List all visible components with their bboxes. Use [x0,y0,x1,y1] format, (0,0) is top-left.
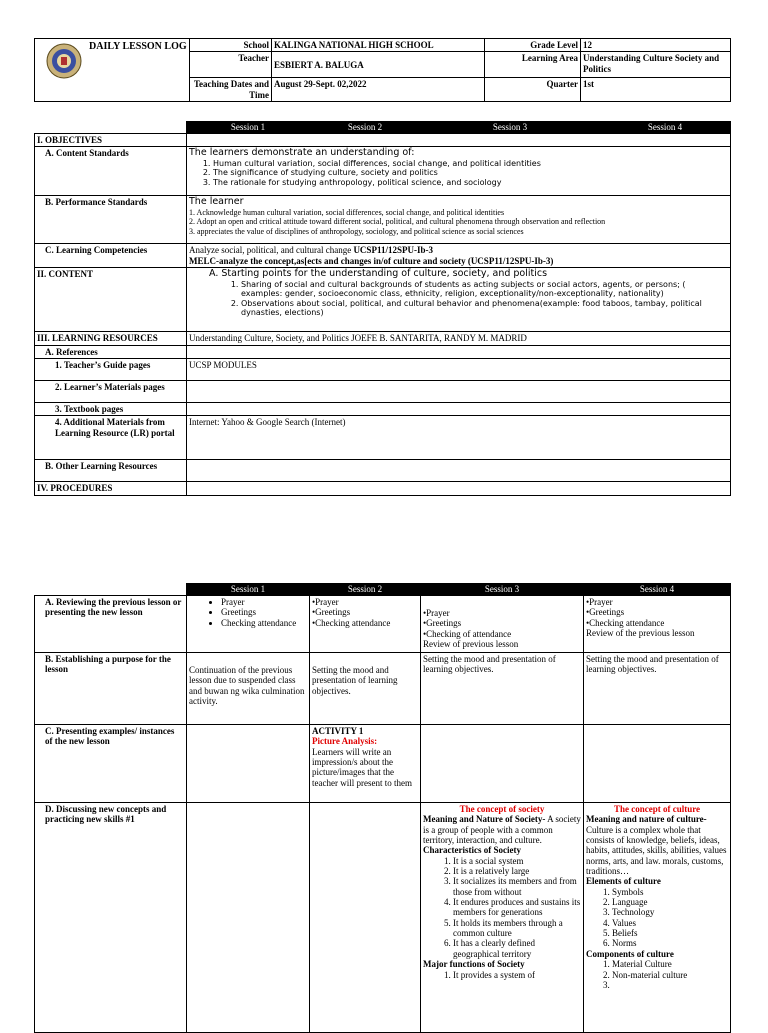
discussing-s4 [584,803,731,1033]
list-item: 2. Adopt an open and critical attitude toward different social, political, and cultural phenomena through observation and reflection [189,217,606,227]
list-item: 5. It holds its members through a common culture [453,918,581,939]
session-3-header: Session 3 [421,122,600,134]
content-standards-intro: The learners demonstrate an understanding of: [189,147,415,159]
session-1-header: Session 1 [187,122,310,134]
list-item: •Checking of attendance [423,628,512,639]
purpose-s1: Continuation of the previous lesson due to suspended class and buwan ng wika culmination activity. [187,653,310,725]
quarter-label: Quarter [485,78,581,102]
list-item: 4. It endures produces and sustains its members for generations [453,897,581,918]
activity-subtitle: Picture Analysis: [312,736,378,747]
society-characteristics-list [423,856,581,959]
objectives-table [34,121,731,496]
purpose-s2: Setting the mood and presentation of learning objectives. [310,653,421,725]
session-4-header: Session 4 [600,122,731,134]
reviewing-s2 [310,596,421,653]
presenting-examples-label: C. Presenting examples/ instances of the new lesson [35,725,187,803]
header-table [34,38,731,102]
session-2-header: Session 2 [310,584,421,596]
society-meaning-text: A society is a group of people with a common territory, interaction, and culture. [423,814,581,846]
list-item: 3. Technology [612,907,728,917]
society-meaning-heading: Meaning and Nature of Society- [423,814,546,825]
deped-seal-logo [46,43,82,79]
area-value: Understanding Culture Society and Politics [581,52,731,78]
content-standards-label: A. Content Standards [35,147,187,196]
list-item: 1. Human cultural variation, social differences, social change, and political identities [213,159,728,168]
list-item: 1. Sharing of social and cultural backgrounds of students as acting subjects or social actors, agents, or persons; ( examples: gender, socioeconomic class, ethnicity, religion, exceptionality/non-exceptionality, nationality) [241,280,728,298]
list-item: 4. Values [612,918,728,928]
society-functions-list [423,970,581,980]
session-header-row [35,122,731,134]
learning-competencies-label: C. Learning Competencies [35,244,187,268]
performance-intro: The learner [189,196,244,208]
header-logo-cell [35,39,190,102]
teacher-value: ESBIERT A. BALUGA [272,52,485,78]
session-3-header: Session 3 [421,584,584,596]
performance-standards-label: B. Performance Standards [35,196,187,244]
discussing-s3 [421,803,584,1033]
list-item: 1. Acknowledge human cultural variation, social differences, social change, and political identities [189,208,505,218]
reviewing-s4 [584,596,731,653]
list-item: •Prayer [312,597,339,607]
competency-code: UCSP11/12SPU-Ib-3 [353,245,433,256]
reviewing-s1 [187,596,310,653]
session-1-header: Session 1 [187,584,310,596]
content-standards-list [189,159,728,187]
list-item: Review of the previous lesson [586,628,695,639]
discussing-label: D. Discussing new concepts and practicing new skills #1 [35,803,187,1033]
list-item: • Greetings [221,607,307,617]
area-label: Learning Area [485,52,581,78]
culture-meaning-text: Culture is a complex whole that consists of knowledge, beliefs, ideas, habits, attitudes, skills, abilities, values norms, arts, and law. morals, customs, traditions… [586,824,727,877]
list-item: 6. Norms [612,938,728,948]
dates-value: August 29-Sept. 02,2022 [272,78,485,102]
list-item: • Checking attendance [221,618,307,628]
list-item: •Prayer [586,597,613,607]
culture-components-list [586,959,728,990]
school-label: School [190,39,272,52]
quarter-value: 1st [581,78,731,102]
society-functions-heading: Major functions of Society [423,959,525,970]
society-concept-title: The concept of society [459,804,545,814]
list-item: 1. It provides a system of [453,970,581,980]
list-item: 5. Beliefs [612,928,728,938]
textbook-label: 3. Textbook pages [35,403,187,416]
list-item: •Checking attendance [312,617,391,628]
list-item: 3. appreciates the value of disciplines of anthropology, sociology, and political science as social sciences [189,226,524,236]
teacher-label: Teacher [190,52,272,78]
learners-materials-label: 2. Learner’s Materials pages [35,381,187,403]
culture-elements-heading: Elements of culture [586,876,661,887]
list-item: •Greetings [312,607,351,618]
additional-materials-value: Internet: Yahoo & Google Search (Internet) [187,416,731,460]
list-item: 3. The rationale for studying anthropology, political science, and sociology [213,178,728,187]
melc-text: MELC-analyze the concept,as[ects and changes in/of culture and society (UCSP11/12SPU-Ib-3) [189,255,554,266]
session-2-header: Session 2 [310,122,421,134]
list-item: • Prayer [221,597,307,607]
purpose-s3: Setting the mood and presentation of learning objectives. [421,653,584,725]
additional-materials-label: 4. Additional Materials from Learning Resource (LR) portal [35,416,187,460]
list-item: 1. Material Culture [612,959,728,969]
activity-title: ACTIVITY 1 [312,726,364,736]
reviewing-label: A. Reviewing the previous lesson or presenting the new lesson [35,596,187,653]
content-list [189,280,728,317]
list-item: •Checking attendance [586,617,665,628]
list-item: Review of previous lesson [423,639,519,650]
list-item: 6. It has a clearly defined geographical territory [453,938,581,959]
list-item: •Greetings [423,618,462,629]
list-item: 3. It socializes its members and from those from without [453,876,581,897]
content-standards-cell [187,147,731,196]
content-cell [187,268,731,332]
culture-elements-list [586,887,728,949]
list-item: 1. Symbols [612,887,728,897]
other-resources-label: B. Other Learning Resources [35,460,187,482]
learning-resources-value: Understanding Culture, Society, and Politics JOEFE B. SANTARITA, RANDY M. MADRID [187,332,731,345]
learning-competencies-cell [187,244,731,268]
list-item: •Prayer [423,608,450,618]
dll-title: DAILY LESSON LOG [89,41,187,52]
grade-value: 12 [581,39,731,52]
activity-text: Learners will write an impression/s about the picture/images that the teacher will present to them [312,746,412,788]
references-label: A. References [35,345,187,358]
teachers-guide-value: UCSP MODULES [187,359,731,381]
purpose-s4: Setting the mood and presentation of learning objectives. [584,653,731,725]
presenting-examples-s2 [310,725,421,803]
session-4-header: Session 4 [584,584,731,596]
procedures-label: IV. PROCEDURES [35,482,187,495]
list-item: 1. It is a social system [453,856,581,866]
list-item: 2. Non-material culture [612,970,728,980]
grade-label: Grade Level [485,39,581,52]
list-item: •Greetings [586,607,625,618]
dates-label: Teaching Dates and Time [190,78,272,102]
procedures-table [34,583,731,1033]
culture-meaning-heading: Meaning and nature of culture- [586,814,707,825]
culture-concept-title: The concept of culture [613,804,701,814]
competency-text: Analyze social, political, and cultural change [189,245,354,256]
learning-resources-label: III. LEARNING RESOURCES [35,332,187,345]
list-item: 2. Language [612,897,728,907]
culture-components-heading: Components of culture [586,948,674,959]
list-item: 2. Observations about social, political, and cultural behavior and phenomena(example: food taboos, tambay, political dynasties, elections) [241,299,728,317]
list-item: 2. It is a relatively large [453,866,581,876]
objectives-label: I. OBJECTIVES [35,134,187,147]
reviewing-s3 [421,596,584,653]
teachers-guide-label: 1. Teacher’s Guide pages [35,359,187,381]
session-header-row [35,584,731,596]
performance-standards-cell [187,196,731,244]
list-item [612,980,728,990]
society-characteristics-heading: Characteristics of Society [423,845,521,856]
school-value: KALINGA NATIONAL HIGH SCHOOL [272,39,485,52]
list-item: 2. The significance of studying culture, society and politics [213,168,728,177]
content-heading: A. Starting points for the understanding of culture, society, and politics [209,268,548,280]
content-label: II. CONTENT [35,268,187,332]
purpose-label: B. Establishing a purpose for the lesson [35,653,187,725]
